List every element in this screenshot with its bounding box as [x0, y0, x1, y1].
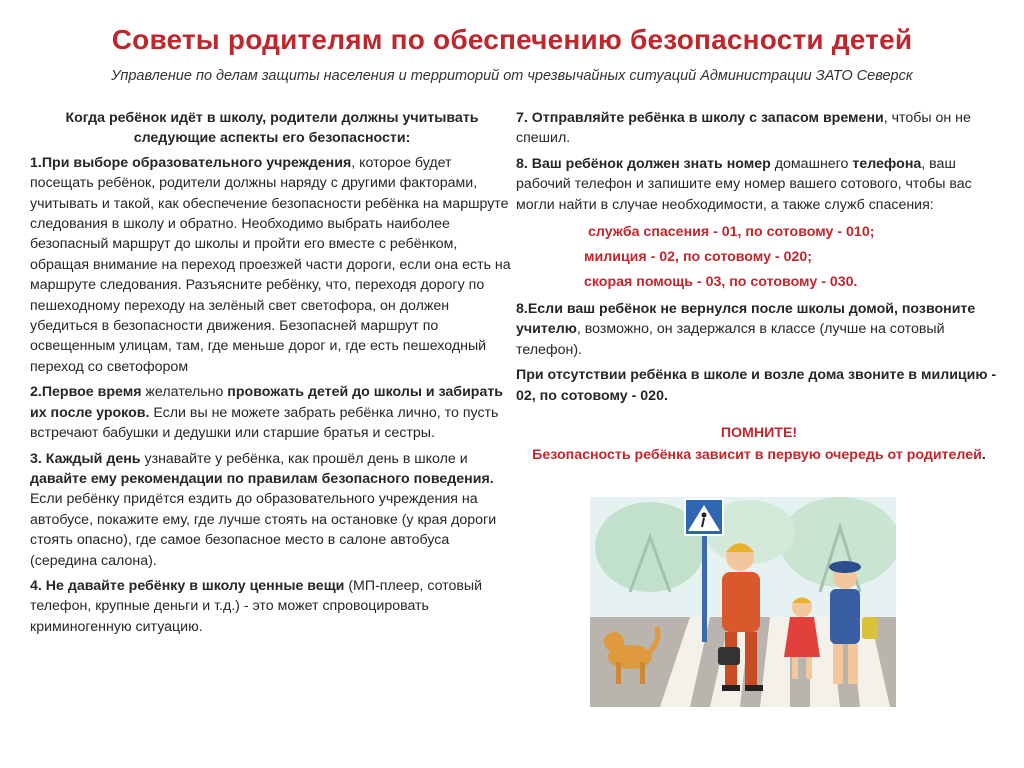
pedestrian-crossing-sign-icon: [685, 499, 723, 535]
tip-4: [30, 576, 514, 637]
tip-10: [516, 365, 1002, 406]
tip-9-heading: 8.Если ваш ребёнок не вернулся после школы домой, позвоните учителю: [516, 301, 976, 338]
tip-3-heading: 3. Каждый день: [30, 450, 141, 467]
tip-2-text-b: Если вы не можете забрать ребёнка лично, то пусть встречают бабушки и дедушки или старшие братья и сестры.: [30, 404, 499, 442]
tip-4-heading: 4. Не давайте ребёнку в школу ценные вещи: [30, 577, 345, 594]
left-column: [30, 108, 514, 642]
tip-8-emphasis: телефона: [852, 155, 922, 172]
tip-8-text-a: домашнего: [770, 155, 853, 172]
tip-8: [516, 154, 1002, 215]
tip-2: [30, 382, 514, 443]
page-title: Советы родителям по обеспечению безопасности детей: [111, 24, 913, 55]
remember-dot: .: [981, 447, 986, 464]
tip-9: [516, 299, 1002, 360]
remember-text: [516, 444, 1002, 466]
tip-3-emphasis: давайте ему рекомендации по правилам безопасного поведения.: [30, 470, 494, 487]
crosswalk-illustration: [590, 497, 896, 707]
tip-1-heading: 1.При выборе образовательного учреждения: [30, 154, 352, 171]
tip-2-heading: 2.Первое время: [30, 384, 142, 401]
service-rescue: служба спасения - 01, по сотовому - 010;: [588, 224, 875, 241]
tip-1: [30, 153, 514, 377]
page-subtitle: Управление по делам защиты населения и территорий от чрезвычайных ситуаций Администрации ЗАТО Северск: [111, 68, 913, 84]
tip-9-text: , возможно, он задержался в классе (лучше на сотовый телефон).: [516, 321, 945, 358]
tip-8-heading: 8. Ваш ребёнок должен знать номер: [516, 155, 771, 172]
right-column: [516, 108, 1002, 466]
tip-4-text: (МП-плеер, сотовый телефон, крупные деньги и т.д.) - это может спровоцировать криминогенную ситуацию.: [30, 577, 483, 635]
remember-message: Безопасность ребёнка зависит в первую очередь от родителей: [532, 447, 982, 464]
tip-1-text: , которое будет посещать ребёнок, родители должны наряду с другими факторами, учитывать и такой, как обеспечение безопасности ребёнка на маршруте следования в школу и обратно. Необходимо выбрать наиболее безопасный маршрут до школы и пройти его вместе с ребёнком, обращая внимание на переход проезжей части дороги, если она есть на маршруте следования. Разъясните ребёнку, что, переходя дорогу по пешеходному переходу на зелёный свет светофора, он должен убедиться в безопасности движения. Безопасней маршрут по освещенным улицам, там, где меньше дорог и, где есть пешеходный переход со светофором: [30, 154, 511, 375]
tip-7: [516, 108, 1002, 149]
tip-2-emphasis: провожать детей до школы и забирать их после уроков.: [30, 384, 504, 421]
emergency-services-list: [516, 220, 1002, 295]
remember-block: [516, 422, 1002, 466]
tip-3: [30, 449, 514, 571]
tip-7-heading: 7. Отправляйте ребёнка в школу с запасом времени: [516, 110, 884, 126]
tip-2-text-a: желательно: [141, 384, 228, 401]
remember-title: ПОМНИТЕ!: [720, 425, 798, 442]
tip-3-text-b: Если ребёнку придётся ездить до образовательного учреждения на автобусе, покажите ему, где лучше стоять на остановке (у края дороги стоять опасно), где самое безопасное место в салоне автобуса (середина салона).: [30, 491, 497, 569]
tip-10-text: При отсутствии ребёнка в школе и возле дома звоните в милицию - 02, по сотовому - 020.: [516, 367, 997, 404]
tip-3-text-a: узнавайте у ребёнка, как прошёл день в школе и: [140, 450, 468, 467]
tip-7-text: , чтобы он не спешил.: [516, 110, 971, 147]
tip-8-text-b: , ваш рабочий телефон и запишите ему номер вашего сотового, чтобы вас могли найти в случае необходимости, а также служб спасения:: [516, 155, 972, 213]
service-police: милиция - 02, по сотовому - 020;: [584, 249, 812, 266]
service-ambulance: скорая помощь - 03, по сотовому - 030.: [584, 274, 858, 291]
intro-text: Когда ребёнок идёт в школу, родители должны учитывать следующие аспекты его безопасности:: [65, 110, 479, 147]
